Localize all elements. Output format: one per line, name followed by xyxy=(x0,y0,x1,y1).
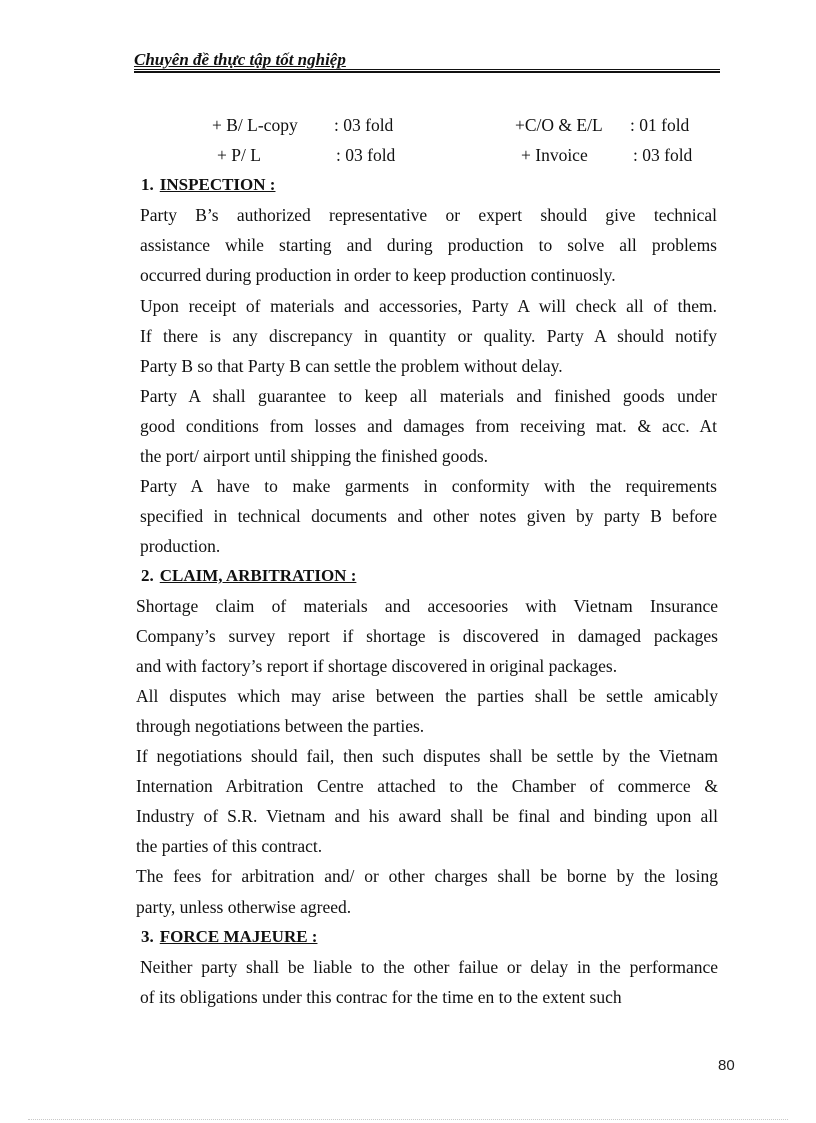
header-rule-thick xyxy=(134,71,720,73)
header-title: Chuyên đề thực tập tốt nghiệp xyxy=(134,50,346,69)
paragraph-line: Shortage claim of materials and accesoories with Vietnam Insurance xyxy=(136,596,718,616)
section-heading-force-majeure xyxy=(141,927,317,947)
doc-label-co: +C/O & E/L xyxy=(515,115,603,135)
paragraph-line: If negotiations should fail, then such disputes shall be settle by the Vietnam xyxy=(136,746,718,766)
paragraph-line: occurred during production in order to keep production continuosly. xyxy=(140,265,616,285)
paragraph-line: specified in technical documents and other notes given by party B before xyxy=(140,506,717,526)
section-number: 3. xyxy=(141,927,154,946)
paragraph-line: the port/ airport until shipping the finished goods. xyxy=(140,446,489,466)
paragraph-line: of its obligations under this contrac for the time en to the extent such xyxy=(140,987,622,1007)
doc-value-bl: : 03 fold xyxy=(334,115,394,135)
paragraph-line: Party B so that Party B can settle the problem without delay. xyxy=(140,356,563,376)
paragraph-line: Party A shall guarantee to keep all materials and finished goods under xyxy=(140,386,717,406)
header-rule xyxy=(134,69,720,70)
section-title: FORCE MAJEURE : xyxy=(159,927,318,946)
paragraph-line: Party A have to make garments in conformity with the requirements xyxy=(140,476,717,496)
paragraph-line: Upon receipt of materials and accessories, Party A will check all of them. xyxy=(140,296,717,316)
paragraph-line: Industry of S.R. Vietnam and his award shall be final and binding upon all xyxy=(136,806,718,826)
doc-label-invoice: + Invoice xyxy=(521,145,588,165)
paragraph-line: and with factory’s report if shortage discovered in original packages. xyxy=(136,656,618,676)
doc-value-co: : 01 fold xyxy=(630,115,690,135)
page-number: 80 xyxy=(718,1057,735,1074)
doc-label-pl: + P/ L xyxy=(217,145,261,165)
doc-label-bl: + B/ L-copy xyxy=(212,115,298,135)
doc-value-invoice: : 03 fold xyxy=(633,145,693,165)
paragraph-line: Internation Arbitration Centre attached to the Chamber of commerce & xyxy=(136,776,718,796)
paragraph-line: Neither party shall be liable to the other failue or delay in the performance xyxy=(140,957,718,977)
section-title: INSPECTION : xyxy=(159,175,276,194)
paragraph-line: assistance while starting and during production to solve all problems xyxy=(140,235,717,255)
paragraph-line: Company’s survey report if shortage is discovered in damaged packages xyxy=(136,626,718,646)
paragraph-line: production. xyxy=(140,536,221,556)
paragraph-line: If there is any discrepancy in quantity or quality. Party A should notify xyxy=(140,326,717,346)
section-number: 1. xyxy=(141,175,154,194)
paragraph-line: good conditions from losses and damages from receiving mat. & acc. At xyxy=(140,416,717,436)
section-heading-inspection xyxy=(141,175,275,195)
footer-divider xyxy=(28,1119,788,1120)
section-heading-claim-arbitration xyxy=(141,566,356,586)
paragraph-line: All disputes which may arise between the parties shall be settle amicably xyxy=(136,686,718,706)
section-title: CLAIM, ARBITRATION : xyxy=(159,566,357,585)
page-header xyxy=(134,48,720,74)
paragraph-line: Party B’s authorized representative or expert should give technical xyxy=(140,205,717,225)
section-number: 2. xyxy=(141,566,154,585)
paragraph-line: The fees for arbitration and/ or other charges shall be borne by the losing xyxy=(136,866,718,886)
paragraph-line: party, unless otherwise agreed. xyxy=(136,897,352,917)
paragraph-line: the parties of this contract. xyxy=(136,836,323,856)
doc-value-pl: : 03 fold xyxy=(336,145,396,165)
paragraph-line: through negotiations between the parties. xyxy=(136,716,425,736)
